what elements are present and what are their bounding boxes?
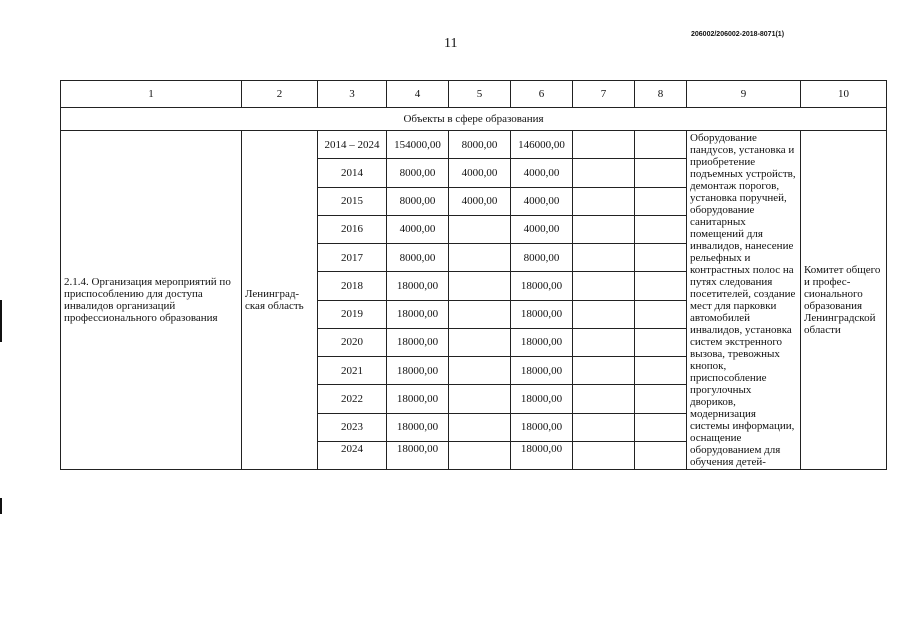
responsible-cell: Комитет общего и профес-сионального образования Ленинградской области <box>801 131 887 470</box>
total-cell: 8000,00 <box>387 159 449 187</box>
federal-cell <box>449 244 511 272</box>
other-cell <box>635 441 687 469</box>
regional-cell: 18000,00 <box>511 413 573 441</box>
region-cell: Ленинград-ская область <box>242 131 318 470</box>
local-cell <box>573 328 635 356</box>
federal-cell <box>449 215 511 243</box>
other-cell <box>635 413 687 441</box>
local-cell <box>573 244 635 272</box>
regional-cell: 4000,00 <box>511 187 573 215</box>
federal-cell <box>449 441 511 469</box>
federal-cell <box>449 300 511 328</box>
local-cell <box>573 300 635 328</box>
other-cell <box>635 272 687 300</box>
regional-cell: 8000,00 <box>511 244 573 272</box>
column-number-row <box>61 81 887 108</box>
period-cell: 2017 <box>318 244 387 272</box>
regional-cell: 18000,00 <box>511 441 573 469</box>
local-cell <box>573 385 635 413</box>
column-number: 8 <box>635 81 687 108</box>
period-cell: 2024 <box>318 441 387 469</box>
column-number: 6 <box>511 81 573 108</box>
local-cell <box>573 413 635 441</box>
other-cell <box>635 131 687 159</box>
activity-cell: 2.1.4. Организация мероприятий по приспособлению для доступа инвалидов организаций профессионального образования <box>61 131 242 470</box>
regional-cell: 18000,00 <box>511 385 573 413</box>
scan-mark <box>0 300 2 342</box>
total-cell: 18000,00 <box>387 272 449 300</box>
regional-cell: 146000,00 <box>511 131 573 159</box>
section-title: Объекты в сфере образования <box>61 108 887 131</box>
regional-cell: 18000,00 <box>511 357 573 385</box>
period-cell: 2014 – 2024 <box>318 131 387 159</box>
local-cell <box>573 131 635 159</box>
total-cell: 18000,00 <box>387 441 449 469</box>
total-cell: 18000,00 <box>387 300 449 328</box>
federal-cell: 8000,00 <box>449 131 511 159</box>
column-number: 10 <box>801 81 887 108</box>
federal-cell: 4000,00 <box>449 187 511 215</box>
other-cell <box>635 385 687 413</box>
other-cell <box>635 215 687 243</box>
total-cell: 4000,00 <box>387 215 449 243</box>
federal-cell <box>449 357 511 385</box>
period-cell: 2019 <box>318 300 387 328</box>
regional-cell: 4000,00 <box>511 159 573 187</box>
federal-cell <box>449 413 511 441</box>
local-cell <box>573 159 635 187</box>
program-table <box>60 80 887 470</box>
period-cell: 2023 <box>318 413 387 441</box>
period-cell: 2018 <box>318 272 387 300</box>
section-row <box>61 108 887 131</box>
local-cell <box>573 441 635 469</box>
total-cell: 154000,00 <box>387 131 449 159</box>
total-cell: 8000,00 <box>387 187 449 215</box>
column-number: 9 <box>687 81 801 108</box>
column-number: 3 <box>318 81 387 108</box>
other-cell <box>635 328 687 356</box>
other-cell <box>635 357 687 385</box>
regional-cell: 4000,00 <box>511 215 573 243</box>
other-cell <box>635 159 687 187</box>
table-row <box>61 131 887 159</box>
column-number: 1 <box>61 81 242 108</box>
document-code: 206002/206002-2018-8071(1) <box>691 31 785 38</box>
column-number: 5 <box>449 81 511 108</box>
total-cell: 18000,00 <box>387 357 449 385</box>
scan-mark <box>0 498 2 514</box>
other-cell <box>635 300 687 328</box>
total-cell: 18000,00 <box>387 413 449 441</box>
period-cell: 2020 <box>318 328 387 356</box>
column-number: 2 <box>242 81 318 108</box>
total-cell: 18000,00 <box>387 328 449 356</box>
local-cell <box>573 187 635 215</box>
total-cell: 8000,00 <box>387 244 449 272</box>
period-cell: 2015 <box>318 187 387 215</box>
regional-cell: 18000,00 <box>511 328 573 356</box>
regional-cell: 18000,00 <box>511 272 573 300</box>
column-number: 7 <box>573 81 635 108</box>
federal-cell <box>449 328 511 356</box>
federal-cell <box>449 385 511 413</box>
period-cell: 2014 <box>318 159 387 187</box>
description-cell: Оборудование пандусов, установка и приобретение подъемных устройств, демонтаж порогов, установка поручней, оборудование санитарных помещений для инвалидов, нанесение рельефных и контрастных полос на путях следования посетителей, создание мест для парковки автомобилей инвалидов, установка систем экстренного вызова, тревожных кнопок, приспособление прогулочных двориков, модернизация системы информации, оснащение оборудованием для обучения детей- <box>687 131 801 470</box>
page-number: 11 <box>444 36 458 51</box>
period-cell: 2016 <box>318 215 387 243</box>
federal-cell <box>449 272 511 300</box>
local-cell <box>573 215 635 243</box>
period-cell: 2021 <box>318 357 387 385</box>
federal-cell: 4000,00 <box>449 159 511 187</box>
local-cell <box>573 272 635 300</box>
period-cell: 2022 <box>318 385 387 413</box>
other-cell <box>635 244 687 272</box>
regional-cell: 18000,00 <box>511 300 573 328</box>
total-cell: 18000,00 <box>387 385 449 413</box>
column-number: 4 <box>387 81 449 108</box>
local-cell <box>573 357 635 385</box>
other-cell <box>635 187 687 215</box>
